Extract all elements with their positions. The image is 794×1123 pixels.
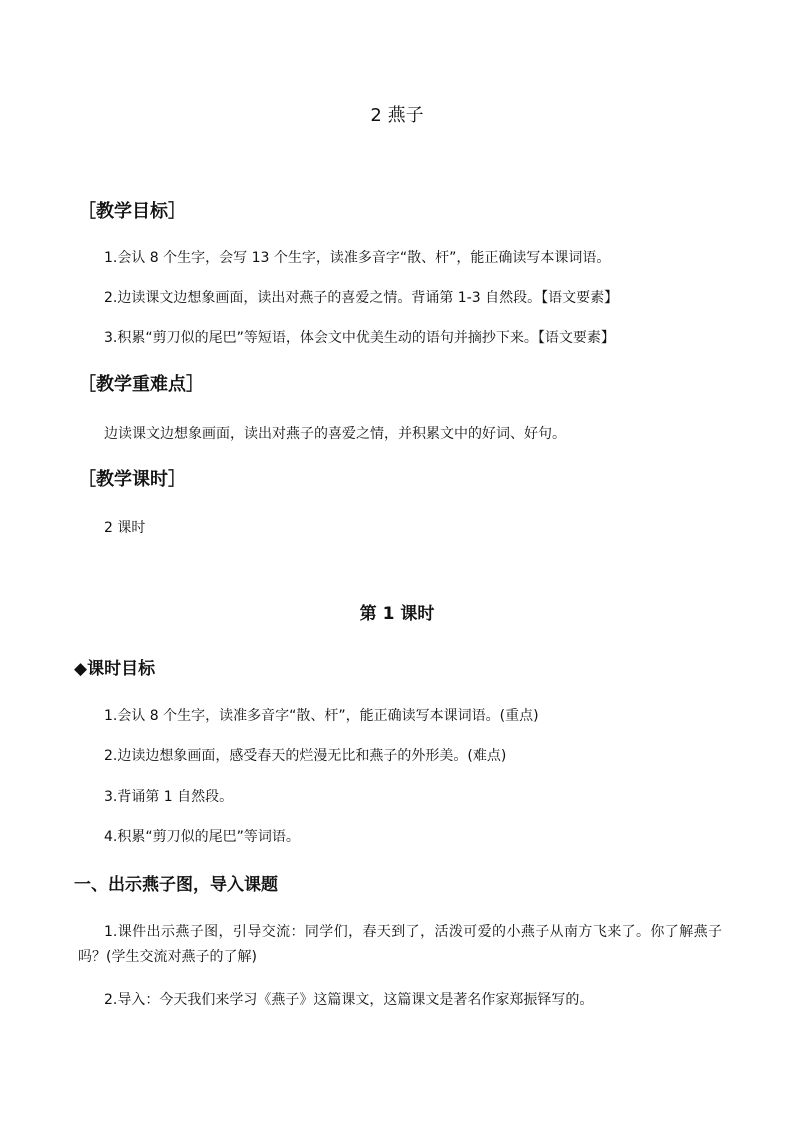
lesson-goal-item-3: 3.背诵第 1 自然段。 [104, 789, 234, 805]
lesson-1-heading: 第 1 课时 [359, 604, 435, 624]
lesson-goal-item-1: 1.会认 8 个生字，读准多音字“散、杆”，能正确读写本课词语。(重点) [104, 708, 539, 724]
lesson-goal-item-4: 4.积累“剪刀似的尾巴”等词语。 [104, 829, 300, 845]
teaching-goals-heading: ［教学目标］ [78, 201, 186, 222]
part-1-item-2: 2.导入：今天我们来学习《燕子》这篇课文，这篇课文是著名作家郑振铎写的。 [104, 992, 594, 1008]
teaching-goal-item-2: 2.边读课文边想象画面，读出对燕子的喜爱之情。背诵第 1-3 自然段。【语文要素】 [104, 290, 619, 306]
part-1-heading: 一、出示燕子图，导入课题 [74, 875, 278, 895]
key-points-text: 边读课文边想象画面，读出对燕子的喜爱之情，并积累文中的好词、好句。 [104, 426, 566, 442]
class-hours-text: 2 课时 [104, 520, 146, 536]
teaching-goal-item-1: 1.会认 8 个生字，会写 13 个生字，读准多音字“散、杆”，能正确读写本课词语。 [104, 250, 611, 266]
part-1-item-1: 1.课件出示燕子图，引导交流：同学们，春天到了，活泼可爱的小燕子从南方飞来了。你了解燕子吗？(学生交流对燕子的了解) [78, 924, 722, 965]
key-points-heading: ［教学重难点］ [78, 374, 204, 395]
lesson-goals-heading: ◆课时目标 [74, 659, 156, 679]
class-hours-heading: ［教学课时］ [78, 469, 186, 490]
lesson-goal-item-2: 2.边读边想象画面，感受春天的烂漫无比和燕子的外形美。(难点) [104, 748, 507, 764]
document-title: 2 燕子 [370, 105, 424, 126]
teaching-goal-item-3: 3.积累“剪刀似的尾巴”等短语，体会文中优美生动的语句并摘抄下来。【语文要素】 [104, 330, 615, 346]
